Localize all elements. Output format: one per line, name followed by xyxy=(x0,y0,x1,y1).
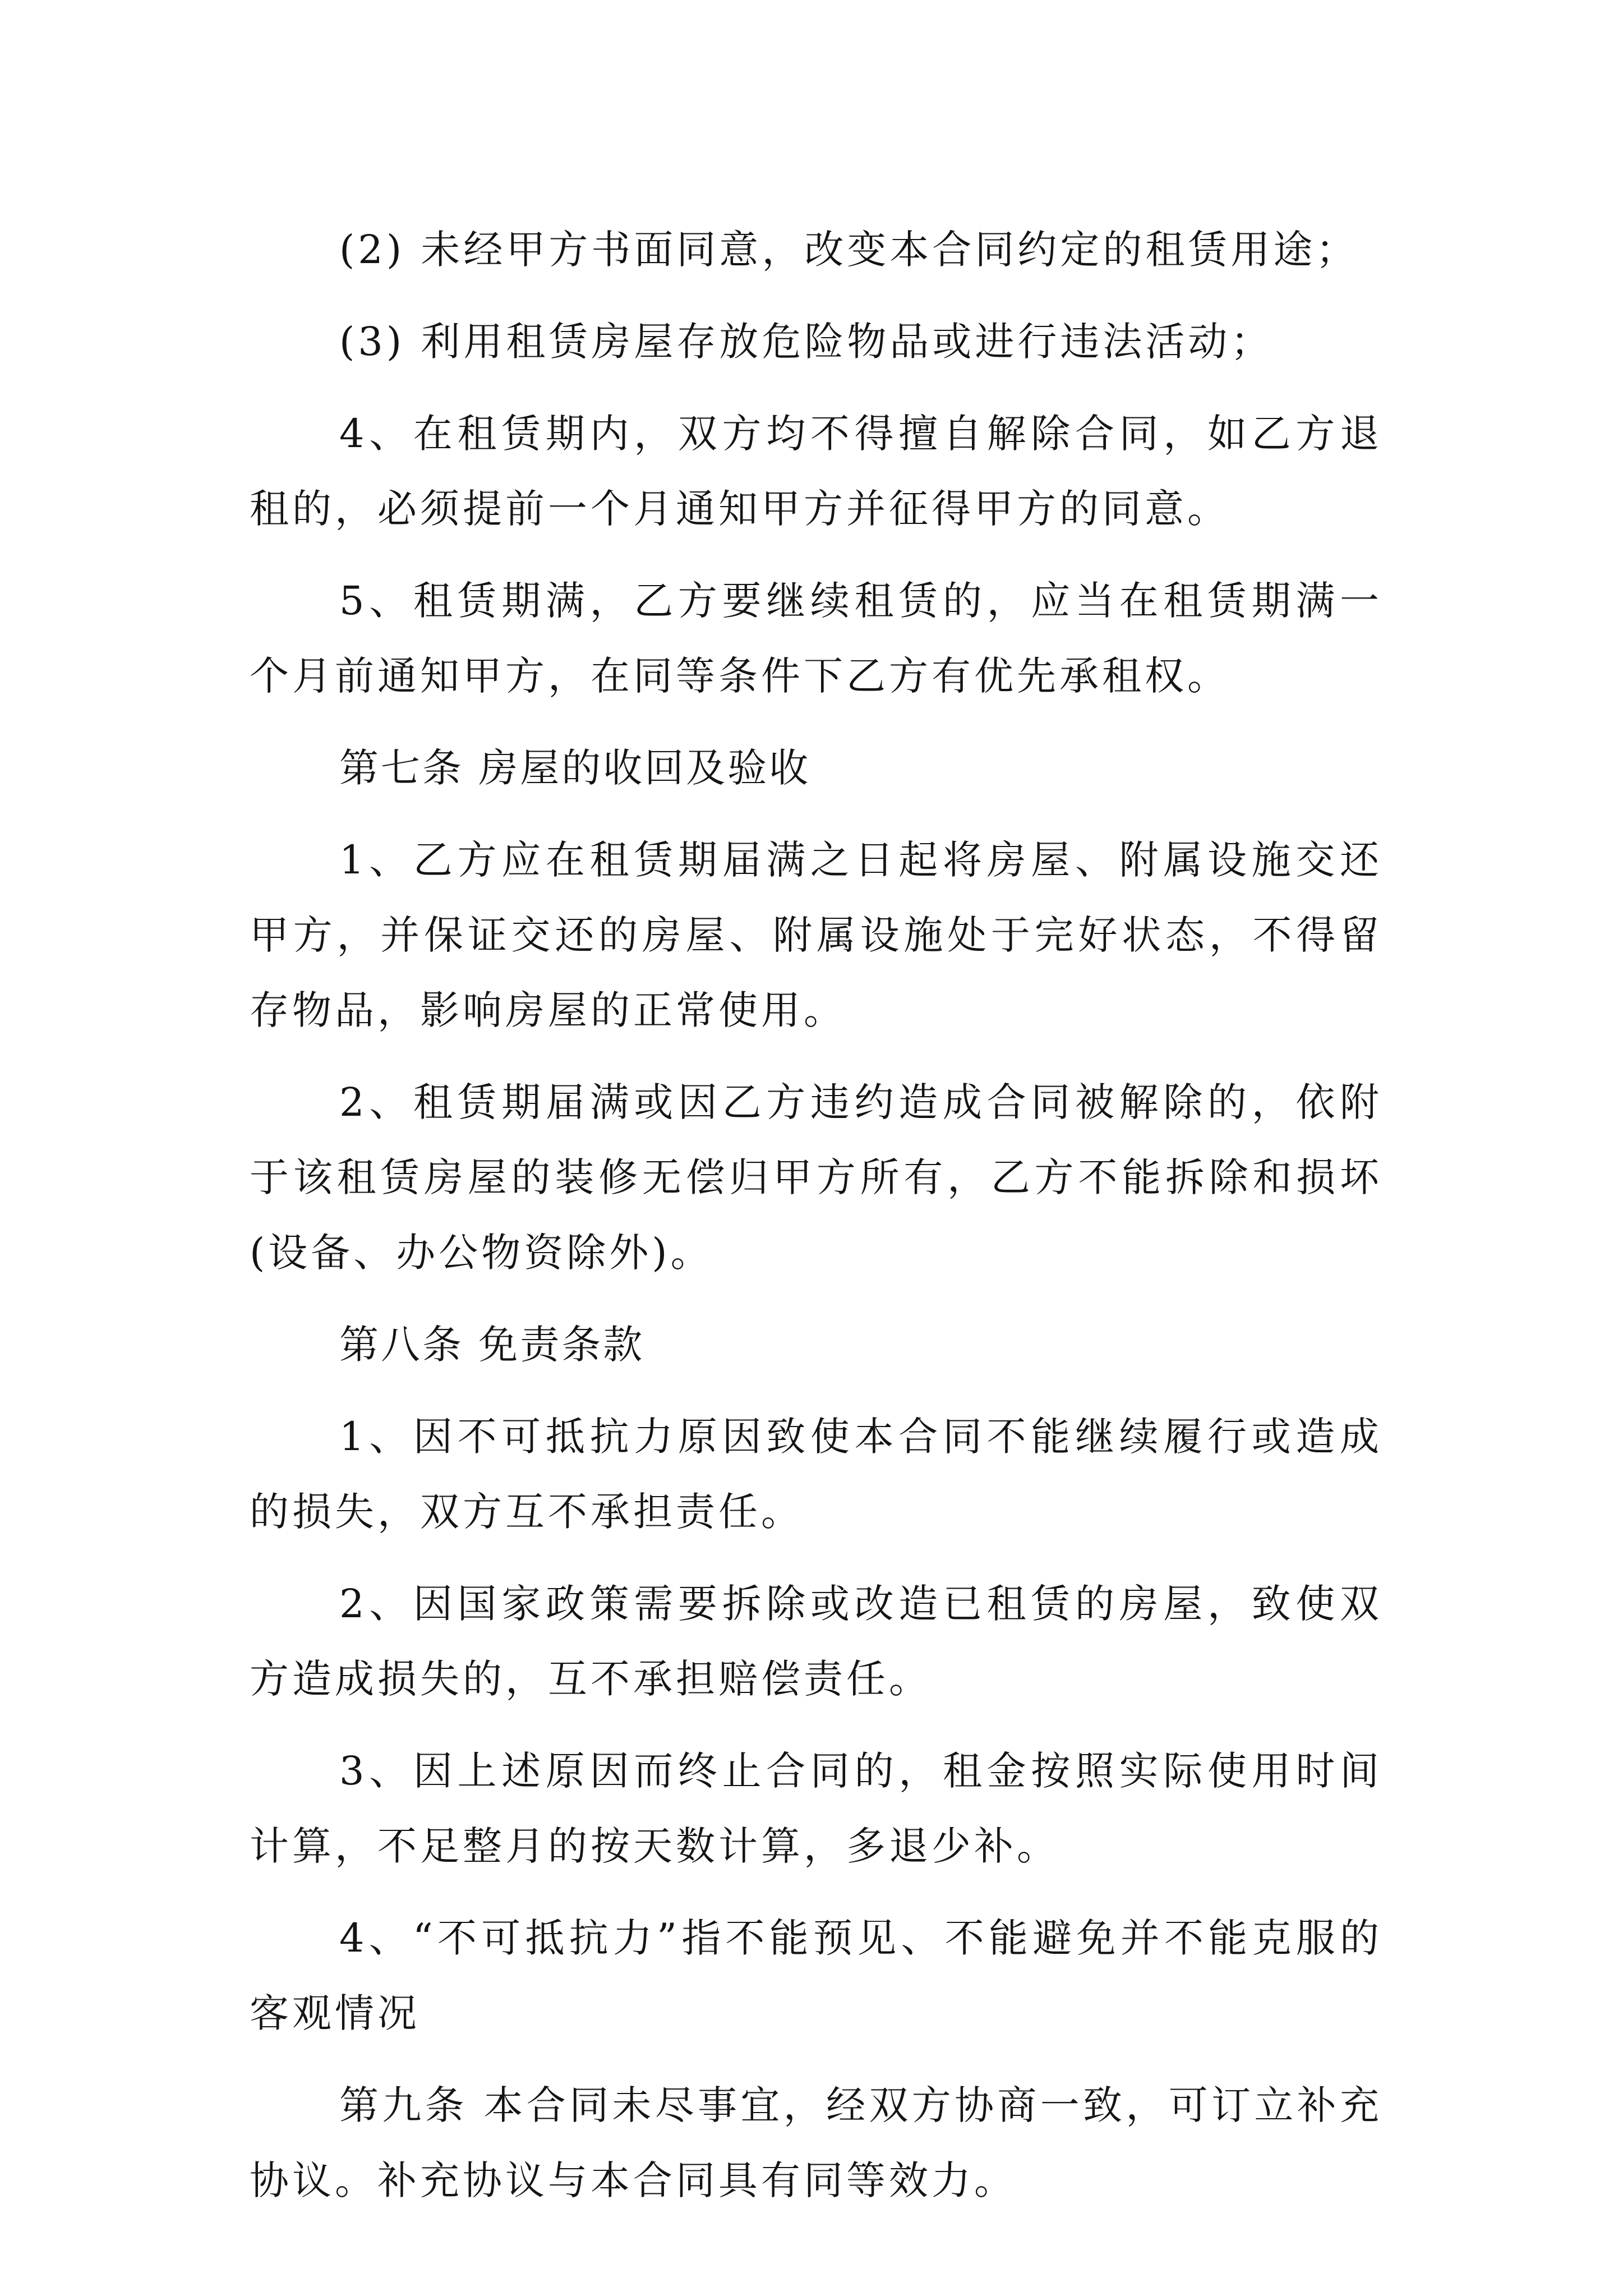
paragraph-clause-6-4: 4、在租赁期内，双方均不得擅自解除合同，如乙方退租的，必须提前一个月通知甲方并征得甲方的同意。 xyxy=(250,411,1382,532)
paragraph-clause-7-1: 1、乙方应在租赁期届满之日起将房屋、附属设施交还甲方，并保证交还的房屋、附属设施处于完好状态，不得留存物品，影响房屋的正常使用。 xyxy=(250,837,1382,1033)
paragraph-clause-7-2: 2、租赁期届满或因乙方违约造成合同被解除的，依附于该租赁房屋的装修无偿归甲方所有，乙方不能拆除和损坏(设备、办公物资除外)。 xyxy=(250,1079,1382,1276)
paragraph-clause-8-1: 1、因不可抵抗力原因致使本合同不能继续履行或造成的损失，双方互不承担责任。 xyxy=(250,1414,1382,1535)
article-7-heading: 第七条 房屋的收回及验收 xyxy=(339,745,811,791)
paragraph-clause-6-5: 5、租赁期满，乙方要继续租赁的，应当在租赁期满一个月前通知甲方，在同等条件下乙方有优先承租权。 xyxy=(250,578,1382,699)
paragraph-item-2: (2) 未经甲方书面同意，改变本合同约定的租赁用途； xyxy=(339,227,1359,273)
paragraph-article-9: 第九条 本合同未尽事宜，经双方协商一致，可订立补充协议。补充协议与本合同具有同等效力。 xyxy=(250,2082,1382,2203)
article-8-heading: 第八条 免责条款 xyxy=(339,1322,645,1368)
paragraph-clause-8-3: 3、因上述原因而终止合同的，租金按照实际使用时间计算，不足整月的按天数计算，多退少补。 xyxy=(250,1748,1382,1869)
document-body xyxy=(250,212,1382,2235)
paragraph-item-3: (3) 利用租赁房屋存放危险物品或进行违法活动； xyxy=(339,319,1274,365)
paragraph-clause-8-2: 2、因国家政策需要拆除或改造已租赁的房屋，致使双方造成损失的，互不承担赔偿责任。 xyxy=(250,1581,1382,1702)
paragraph-clause-8-4: 4、“不可抵抗力”指不能预见、不能避免并不能克服的客观情况 xyxy=(250,1915,1382,2036)
